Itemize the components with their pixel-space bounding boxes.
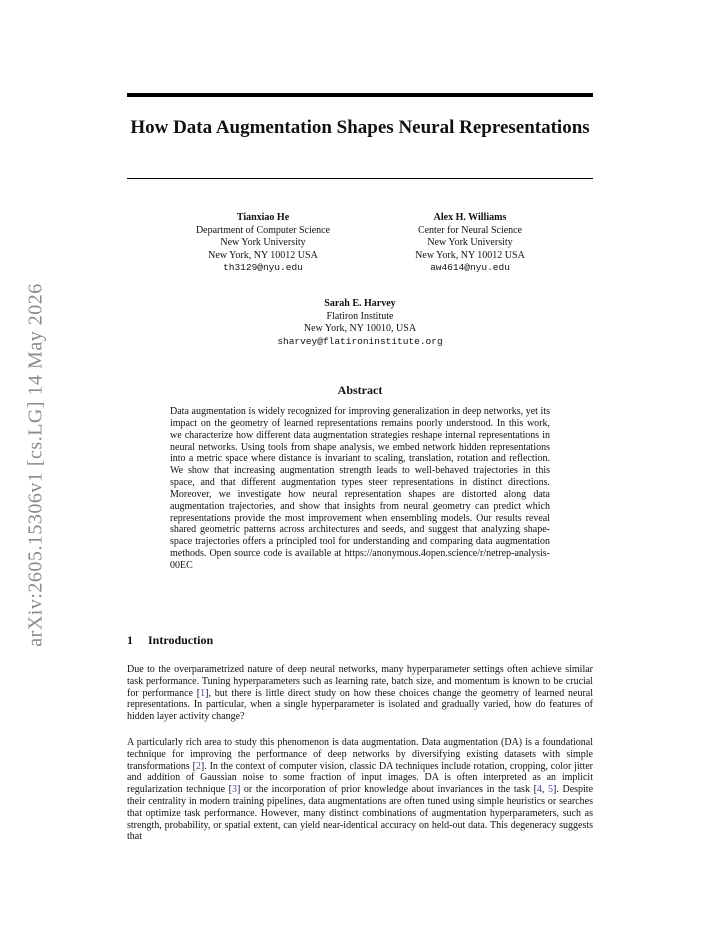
intro-paragraph-2 bbox=[127, 737, 593, 843]
title-top-rule bbox=[127, 93, 593, 97]
abstract-text: Data augmentation is widely recognized for improving generalization in deep networks, yet its impact on the geometry of learned representations remains poorly understood. In this work, we characterize how different data augmentation strategies reshape internal representations in neural networks. Using tools from shape analysis, we embed network hidden representations into a metric space where distance is invariant to scaling, translation, rotation and reflection. We show that increasing augmentation strength leads to well-behaved trajectories in this space, and that different augmentation types steer representations in distinct directions. Moreover, we investigate how neural representation shapes are distorted along data augmentation trajectories, and show that insights from neural geometry can predict which representations provide the most improvement when ensembling models. Our results reveal shared geometric patterns across architectures and seeds, and suggest that analyzing shape-space trajectories offers a principled tool for understanding and comparing data augmentation methods. Open source code is available at https://anonymous.4open.science/r/netrep-analysis-00EC bbox=[170, 406, 550, 571]
section-title: Introduction bbox=[148, 633, 214, 647]
author-address: New York, NY 10012 USA bbox=[415, 249, 525, 261]
citation-link[interactable]: 2 bbox=[195, 760, 201, 772]
para-text: A particularly rich area to study this phenomenon is data augmentation. Data augmentation (DA) is a foundational technique for improving the performance of deep networks by diversifying existing datasets with simple transformations [ bbox=[127, 737, 593, 772]
author-affiliation: Department of Computer Science bbox=[195, 224, 331, 236]
author-block-1 bbox=[168, 212, 358, 275]
author-affiliation: Center for Neural Science bbox=[417, 224, 523, 236]
author-email[interactable]: aw4614@nyu.edu bbox=[430, 262, 510, 273]
title-bottom-rule bbox=[127, 178, 593, 179]
author-name: Sarah E. Harvey bbox=[324, 298, 396, 309]
citation-link[interactable]: 5 bbox=[548, 784, 554, 796]
arxiv-id-text: arXiv:2605.15306v1 [cs.LG] 14 May 2026 bbox=[24, 283, 47, 647]
arxiv-sidebar-stamp bbox=[18, 255, 54, 675]
para-text: ]. Despite their centrality in modern training pipelines, data augmentations are often tuned using simple heuristics or searches that optimize task performance. However, many distinct combinations of augmentation hyperparameters, such as strength, probability, or spatial extent, can yield near-identical accuracy on held-out data. This degeneracy suggests that bbox=[127, 784, 594, 843]
author-name: Alex H. Williams bbox=[433, 212, 507, 223]
section-heading bbox=[127, 633, 213, 648]
author-affiliation: Flatiron Institute bbox=[326, 310, 394, 322]
citation-link[interactable]: 4 bbox=[536, 784, 542, 796]
citation-link[interactable]: 1 bbox=[200, 687, 206, 699]
author-affiliation: New York University bbox=[427, 237, 513, 248]
author-email[interactable]: th3129@nyu.edu bbox=[223, 262, 303, 273]
para-text: ]. In the context of computer vision, classic DA techniques include rotation, cropping, color jitter and addition of Gaussian noise to some fraction of input images. DA is often interpreted as an implicit regularization technique [ bbox=[127, 760, 594, 796]
author-email[interactable]: sharvey@flatironinstitute.org bbox=[277, 335, 443, 347]
paper-title: How Data Augmentation Shapes Neural Representations bbox=[130, 117, 590, 138]
para-text: , bbox=[541, 784, 549, 796]
para-text: Due to the overparametrized nature of deep neural networks, many hyperparameter settings often achieve similar task performance. Tuning hyperparameters such as learning rate, batch size, and momentum is known to be crucial for performance [ bbox=[127, 664, 593, 699]
author-affiliation: New York University bbox=[220, 237, 306, 248]
author-block-2 bbox=[375, 212, 565, 275]
para-text: ] or the incorporation of prior knowledge about invariances in the task [ bbox=[236, 784, 537, 796]
author-address: New York, NY 10010, USA bbox=[303, 323, 417, 334]
author-name: Tianxiao He bbox=[236, 212, 290, 223]
para-text: ], but there is little direct study on how these choices change the geometry of learned neural representations. In particular, when a single hyperparameter is isolated and gradually varied, how do features of hidden layer activity change? bbox=[127, 687, 594, 723]
author-address: New York, NY 10012 USA bbox=[208, 249, 318, 261]
abstract-heading: Abstract bbox=[337, 383, 383, 397]
author-block-3 bbox=[220, 298, 500, 348]
intro-paragraph-1 bbox=[127, 664, 593, 723]
citation-link[interactable]: 3 bbox=[231, 784, 237, 796]
section-number: 1 bbox=[127, 633, 133, 647]
